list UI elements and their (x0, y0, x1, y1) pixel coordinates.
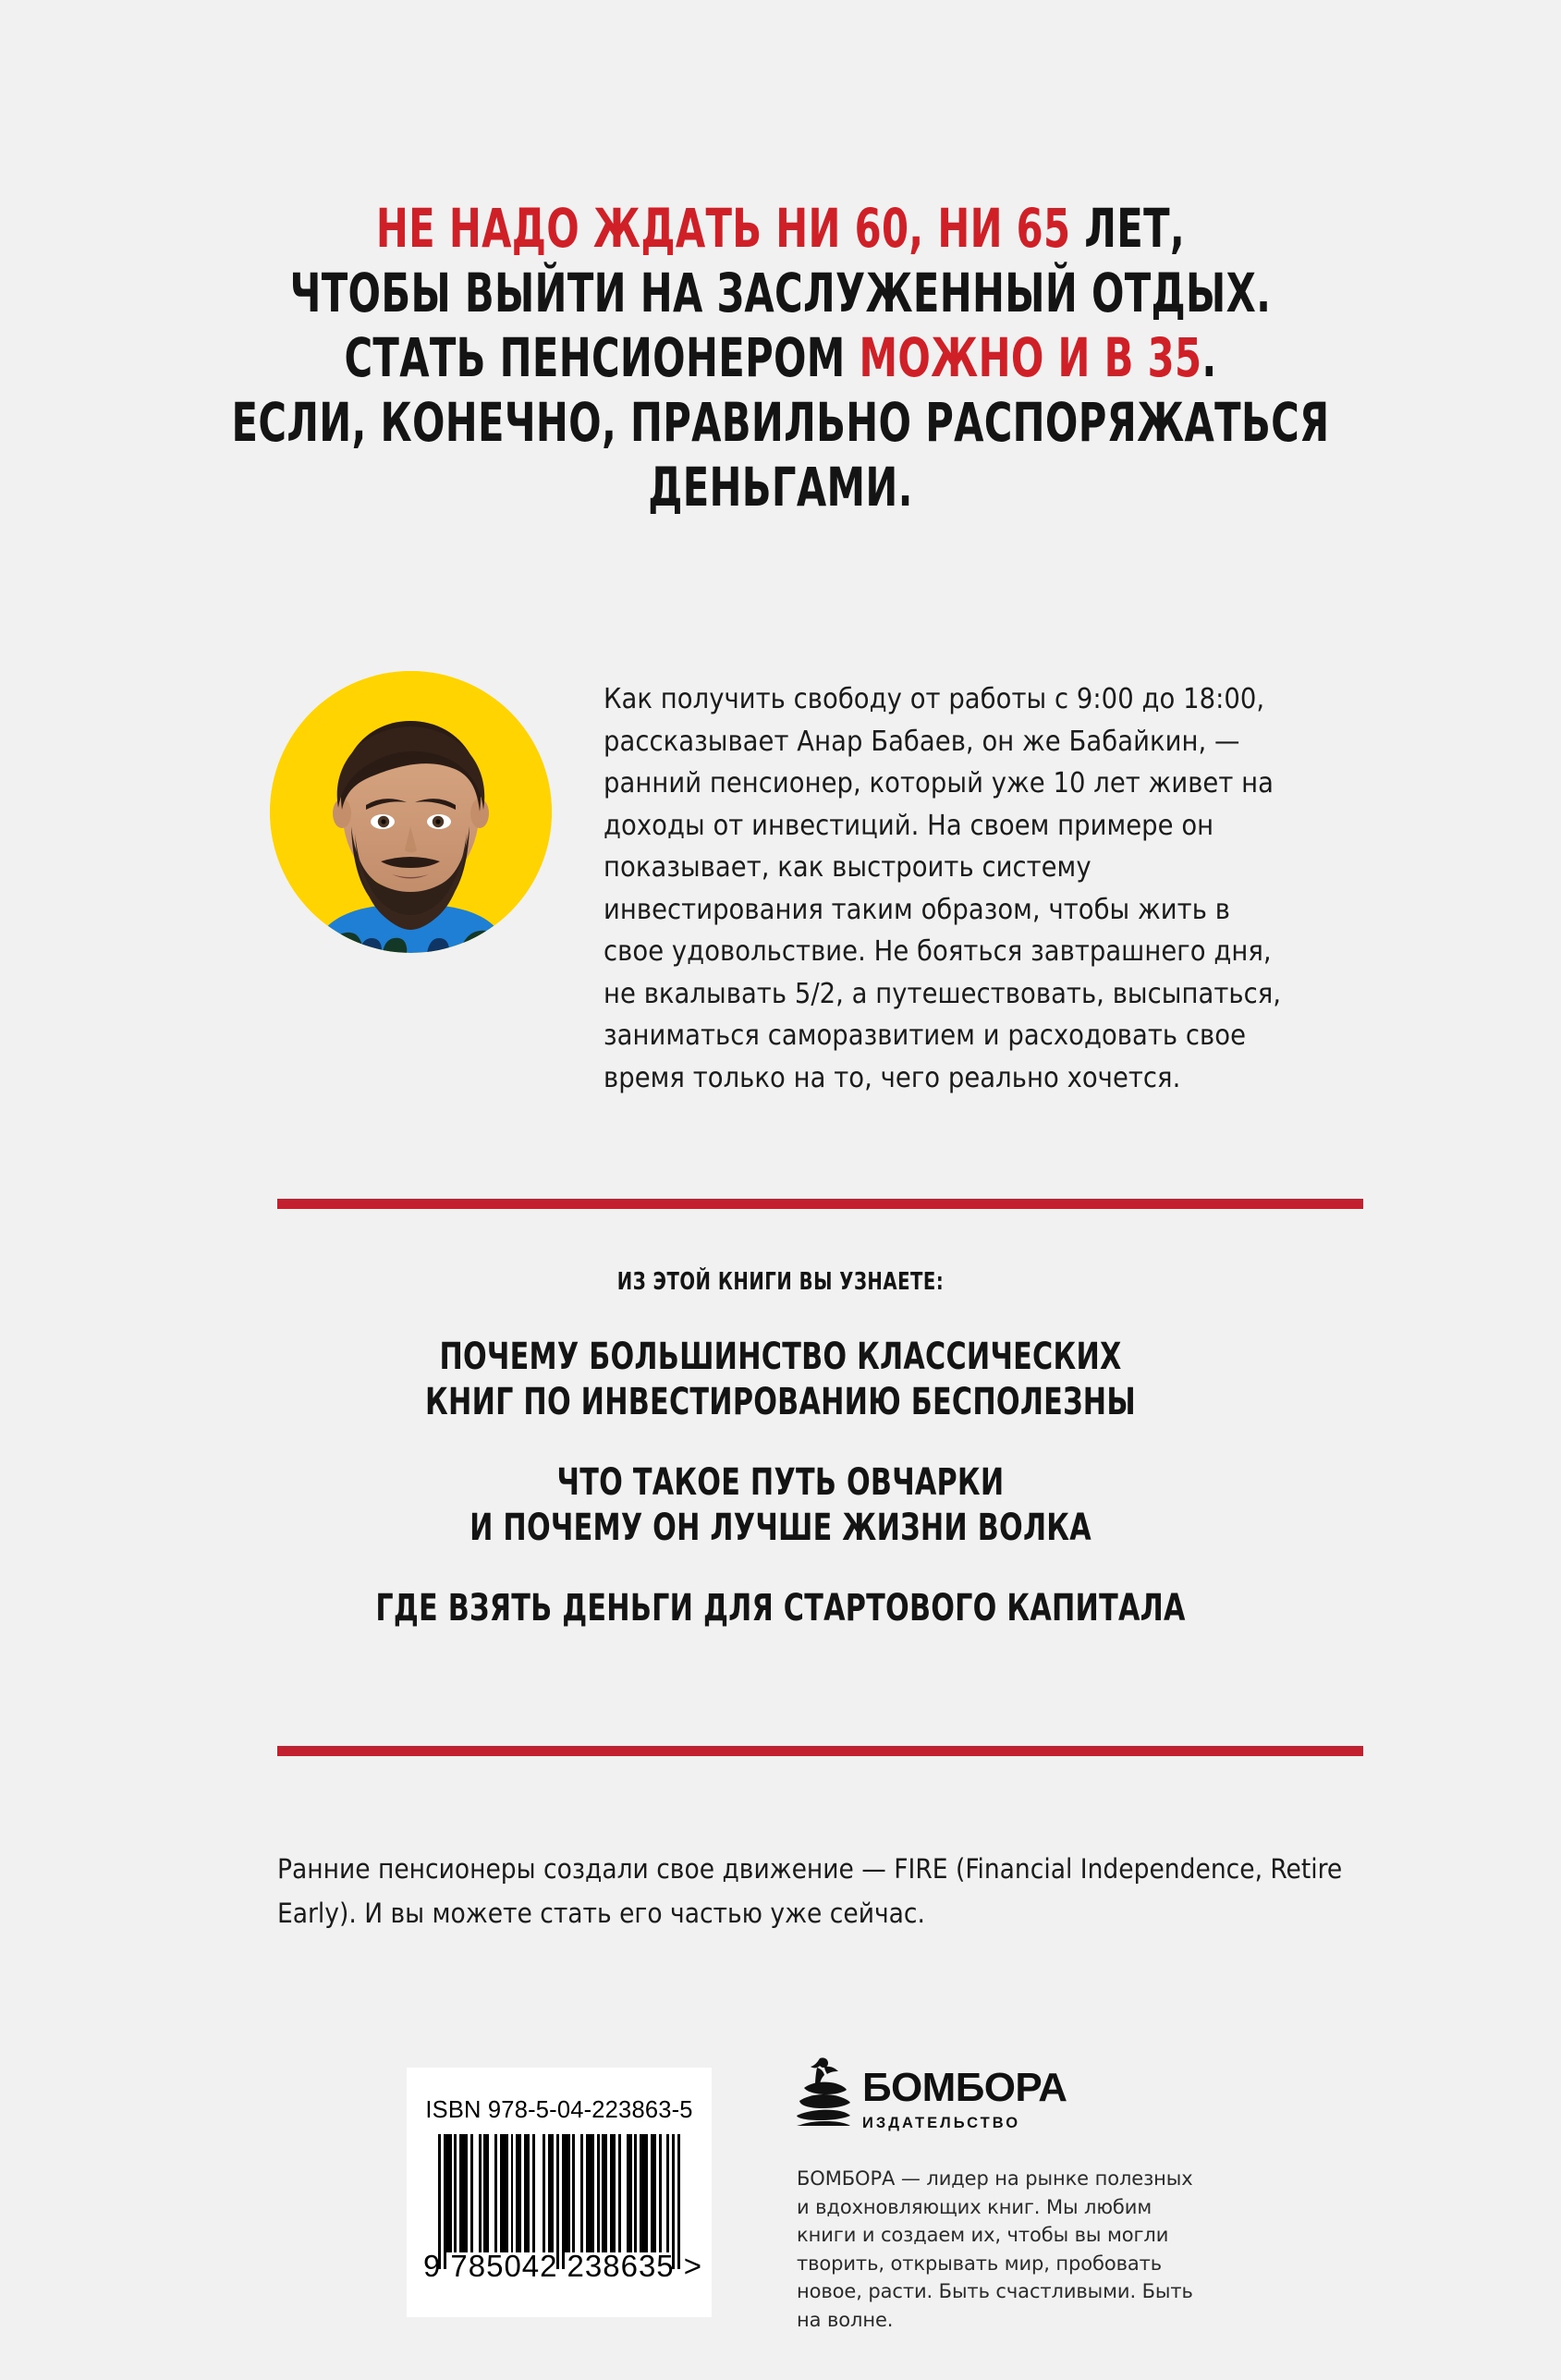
barcode-digits (423, 2249, 702, 2284)
toc-section (0, 1268, 1561, 1631)
toc-item-line: ГДЕ ВЗЯТЬ ДЕНЬГИ ДЛЯ СТАРТОВОГО КАПИТАЛА (375, 1587, 1186, 1629)
barcode-digit-group-1: 785042 (450, 2249, 558, 2283)
headline-line-3-red: МОЖНО И В 35 (859, 326, 1202, 389)
toc-item-line: КНИГ ПО ИНВЕСТИРОВАНИЮ БЕСПОЛЕЗНЫ (425, 1381, 1136, 1423)
divider-top (277, 1199, 1363, 1209)
toc-item-line: И ПОЧЕМУ ОН ЛУЧШЕ ЖИЗНИ ВОЛКА (470, 1507, 1091, 1549)
headline-line-4: ЕСЛИ, КОНЕЧНО, ПРАВИЛЬНО РАСПОРЯЖАТЬСЯ (231, 391, 1330, 454)
barcode-digit-left: 9 (423, 2249, 442, 2283)
author-blurb: Как получить свободу от работы с 9:00 до 18:00, рассказывает Анар Бабаев, он же Бабайкин, — ранний пенсионер, который уже 10 лет живет на доходы от инвестиций. На своем примере он показывает, как выстроить систему инвестирования таким образом, чтобы жить в свое удовольствие. Не бояться завтрашнего дня, не вкалывать 5/2, а путешествовать, высыпаться, заниматься саморазвитием и расходовать свое время только на то, чего реально хочется. (604, 683, 1282, 1094)
publisher-block (797, 2057, 1203, 2334)
headline (156, 196, 1405, 519)
fire-note: Ранние пенсионеры создали свое движение — FIRE (Financial Independence, Retire Early). И вы можете стать его частью уже сейчас. (277, 1853, 1343, 1929)
publisher-wordmark (862, 2057, 1067, 2132)
headline-line-2: ЧТОБЫ ВЫЙТИ НА ЗАСЛУЖЕННЫЙ ОТДЫХ. (289, 262, 1272, 324)
toc-item-line: ЧТО ТАКОЕ ПУТЬ ОВЧАРКИ (556, 1461, 1005, 1504)
headline-line-3 (156, 325, 1405, 390)
footer (0, 2057, 1561, 2343)
bombora-surfer-wave-icon (797, 2057, 850, 2130)
headline-line-1-black: ЛЕТ, (1070, 197, 1186, 260)
toc-item (125, 1586, 1436, 1631)
barcode-digit-right: > (683, 2249, 702, 2283)
headline-line-3-tail: . (1201, 326, 1217, 389)
toc-item-line: ПОЧЕМУ БОЛЬШИНСТВО КЛАССИЧЕСКИХ (439, 1336, 1122, 1378)
toc-list (0, 1335, 1561, 1631)
author-block (270, 671, 1296, 1099)
publisher-logo (797, 2057, 1203, 2144)
divider-bottom (277, 1746, 1363, 1756)
toc-heading: ИЗ ЭТОЙ КНИГИ ВЫ УЗНАЕТЕ: (616, 1268, 945, 1296)
headline-line-1 (156, 196, 1405, 261)
headline-line-1-red: НЕ НАДО ЖДАТЬ НИ 60, НИ 65 (375, 197, 1071, 260)
barcode-bars (438, 2134, 680, 2252)
author-portrait (270, 671, 552, 953)
isbn-label: ISBN 978-5-04-223863-5 (425, 2097, 693, 2123)
barcode-block (407, 2068, 712, 2317)
barcode-digit-group-2: 238635 (567, 2249, 675, 2283)
toc-item (125, 1460, 1436, 1551)
headline-line-5: ДЕНЬГАМИ. (648, 456, 913, 519)
publisher-name: БОМБОРА (862, 2065, 1067, 2110)
author-portrait-illustration (270, 671, 552, 953)
headline-line-3-black: СТАТЬ ПЕНСИОНЕРОМ (344, 326, 860, 389)
publisher-subtitle: ИЗДАТЕЛЬСТВО (862, 2115, 1021, 2131)
toc-item (125, 1335, 1436, 1425)
publisher-description: БОМБОРА — лидер на рынке полезных и вдохновляющих книг. Мы любим книги и создаем их, чтобы вы могли творить, открывать мир, пробовать новое, расти. Быть счастливыми. Быть на волне. (797, 2167, 1193, 2331)
